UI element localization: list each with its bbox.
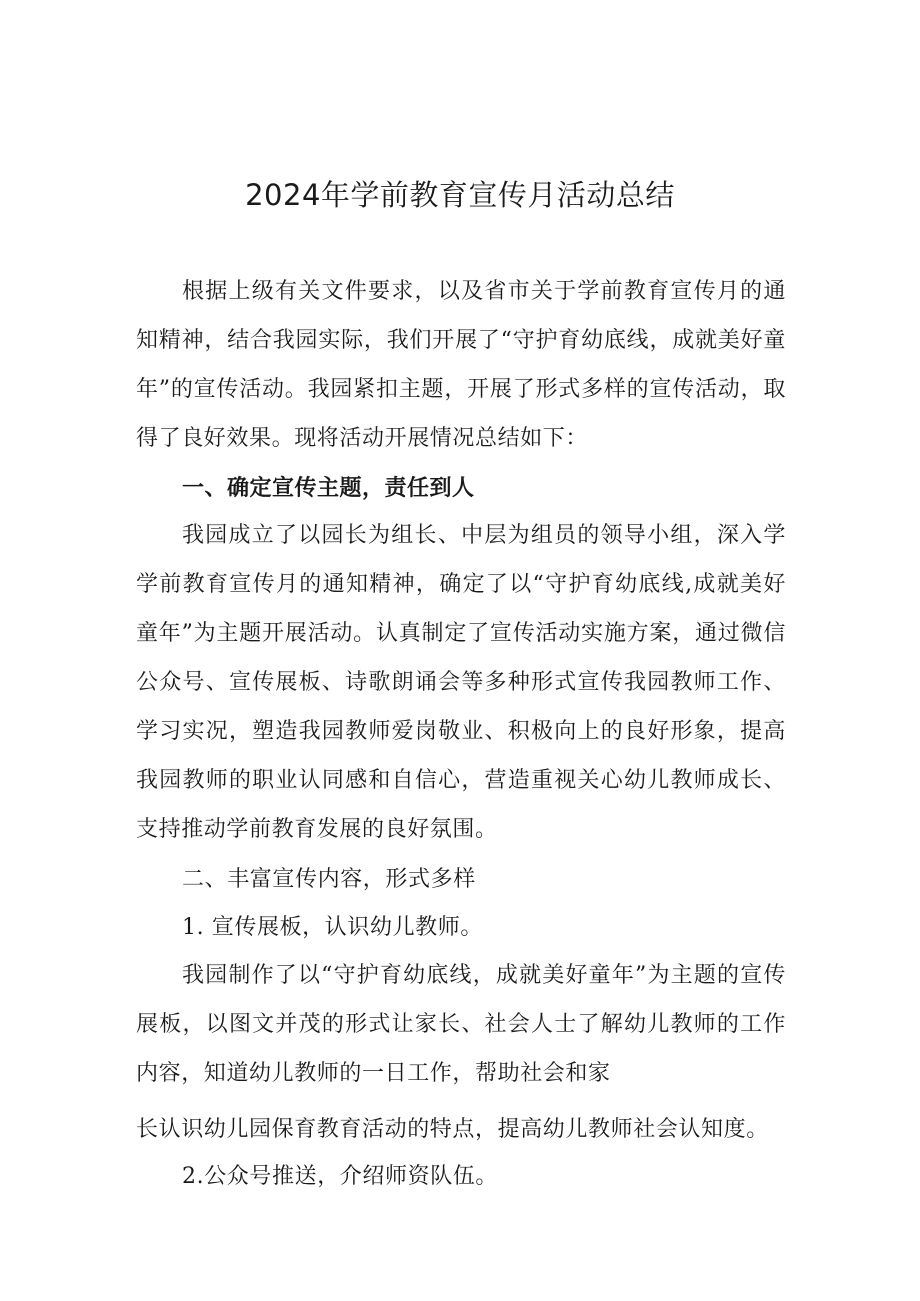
paragraph-display-board: 我园制作了以“守护育幼底线，成就美好童年”为主题的宣传展板，以图文并茂的形式让家长、社会人士了解幼儿教师的工作内容，知道幼儿教师的一日工作，帮助社会和家 xyxy=(136,963,786,1086)
paragraph-section-1: 我园成立了以园长为组长、中层为组员的领导小组，深入学学前教育宣传月的通知精神，确定了以“守护育幼底线,成就美好童年”为主题开展活动。认真制定了宣传活动实施方案，通过微信公众号、宣传展板、诗歌朗诵会等多种形式宣传我园教师工作、学习实况，塑造我园教师爱岗敬业、积极向上的良好形象，提高我园教师的职业认同感和自信心，营造重视关心幼儿教师成长、支持推动学前教育发展的良好氛围。 xyxy=(136,523,786,842)
paragraph-display-board-continued: 长认识幼儿园保育教育活动的特点，提高幼儿教师社会认知度。 xyxy=(136,1117,769,1142)
subheading-2: 2.公众号推送，介绍师资队伍。 xyxy=(182,1164,498,1189)
subheading-1: 1. 宣传展板，认识幼儿教师。 xyxy=(182,915,483,940)
document-title: 2024年学前教育宣传月活动总结 xyxy=(245,178,675,212)
section-heading-1: 一、确定宣传主题，责任到人 xyxy=(182,476,475,501)
section-heading-2: 二、丰富宣传内容，形式多样 xyxy=(182,867,476,892)
paragraph-intro: 根据上级有关文件要求，以及省市关于学前教育宣传月的通知精神，结合我园实际，我们开展了“守护育幼底线，成就美好童年”的宣传活动。我园紧扣主题，开展了形式多样的宣传活动，取得了良好效果。现将活动开展情况总结如下： xyxy=(136,279,786,451)
